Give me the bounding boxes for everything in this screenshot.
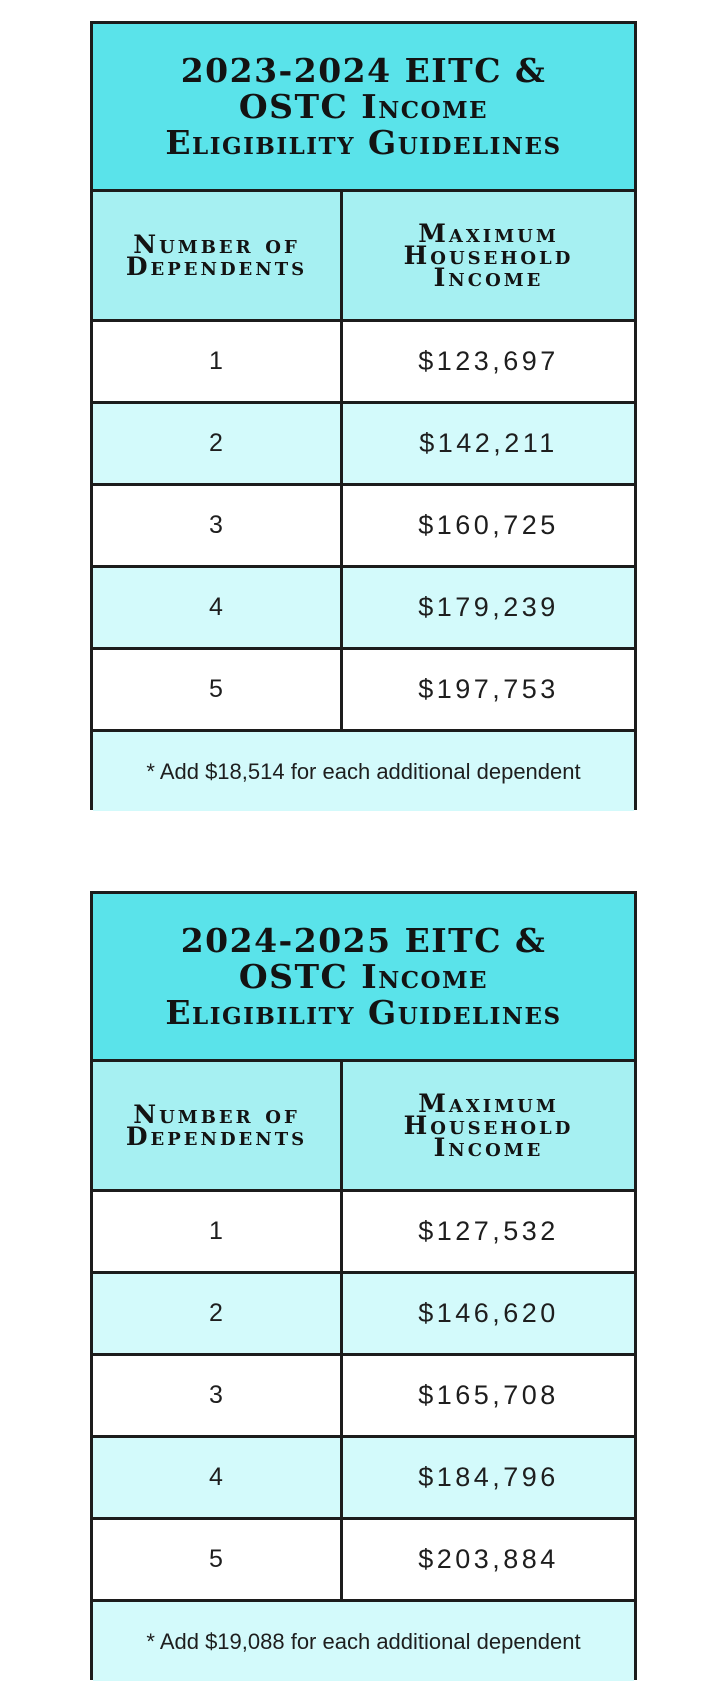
eligibility-table-2023-2024 bbox=[90, 21, 637, 810]
income-cell bbox=[343, 650, 634, 729]
dependents-cell bbox=[93, 1520, 343, 1599]
table-row bbox=[93, 1520, 634, 1602]
income-value: $127,532 bbox=[418, 1216, 559, 1246]
table-row bbox=[93, 1192, 634, 1274]
dependents-value: 5 bbox=[209, 1545, 224, 1573]
header-cell-income bbox=[343, 192, 634, 319]
income-cell bbox=[343, 568, 634, 647]
dependents-value: 5 bbox=[209, 675, 224, 703]
table-footnote: * Add $18,514 for each additional dependent bbox=[146, 758, 581, 784]
dependents-value: 2 bbox=[209, 429, 224, 457]
income-value: $165,708 bbox=[418, 1380, 559, 1410]
eligibility-table-2024-2025 bbox=[90, 891, 637, 1680]
header-cell-income bbox=[343, 1062, 634, 1189]
column-header-dependents: Number of Dependents bbox=[125, 229, 308, 281]
table-title: 2024-2025 EITC & OSTC Income Eligibility Guidelines bbox=[165, 920, 562, 1032]
income-cell bbox=[343, 1192, 634, 1271]
dependents-cell bbox=[93, 322, 343, 401]
dependents-value: 1 bbox=[209, 1217, 224, 1245]
table-row bbox=[93, 650, 634, 732]
table-title-block bbox=[93, 24, 634, 192]
income-value: $160,725 bbox=[418, 510, 559, 540]
table-row bbox=[93, 568, 634, 650]
income-cell bbox=[343, 486, 634, 565]
income-value: $123,697 bbox=[418, 346, 559, 376]
dependents-cell bbox=[93, 1438, 343, 1517]
table-row bbox=[93, 486, 634, 568]
table-row bbox=[93, 1274, 634, 1356]
table-title-block bbox=[93, 894, 634, 1062]
table-header-row bbox=[93, 1062, 634, 1192]
income-value: $142,211 bbox=[419, 428, 558, 458]
income-cell bbox=[343, 1520, 634, 1599]
dependents-cell bbox=[93, 486, 343, 565]
dependents-cell bbox=[93, 404, 343, 483]
income-cell bbox=[343, 1274, 634, 1353]
table-footnote: * Add $19,088 for each additional dependent bbox=[146, 1628, 581, 1654]
dependents-value: 4 bbox=[209, 1463, 224, 1491]
income-value: $197,753 bbox=[418, 674, 559, 704]
dependents-value: 1 bbox=[209, 347, 224, 375]
table-header-row bbox=[93, 192, 634, 322]
income-value: $203,884 bbox=[418, 1544, 559, 1574]
table-footnote-row bbox=[93, 1602, 634, 1681]
table-row bbox=[93, 1356, 634, 1438]
dependents-value: 4 bbox=[209, 593, 224, 621]
header-cell-dependents bbox=[93, 192, 343, 319]
dependents-value: 3 bbox=[209, 1381, 224, 1409]
income-value: $184,796 bbox=[418, 1462, 559, 1492]
income-cell bbox=[343, 1438, 634, 1517]
dependents-value: 3 bbox=[209, 511, 224, 539]
table-title: 2023-2024 EITC & OSTC Income Eligibility Guidelines bbox=[165, 50, 562, 162]
column-header-income: Maximum Household Income bbox=[403, 1088, 574, 1162]
income-cell bbox=[343, 404, 634, 483]
table-footnote-row bbox=[93, 732, 634, 811]
dependents-cell bbox=[93, 568, 343, 647]
dependents-cell bbox=[93, 1192, 343, 1271]
header-cell-dependents bbox=[93, 1062, 343, 1189]
table-row bbox=[93, 404, 634, 486]
column-header-dependents: Number of Dependents bbox=[125, 1099, 308, 1151]
income-cell bbox=[343, 1356, 634, 1435]
dependents-cell bbox=[93, 1356, 343, 1435]
column-header-income: Maximum Household Income bbox=[403, 218, 574, 292]
table-row bbox=[93, 322, 634, 404]
table-row bbox=[93, 1438, 634, 1520]
income-value: $146,620 bbox=[418, 1298, 559, 1328]
dependents-cell bbox=[93, 1274, 343, 1353]
dependents-value: 2 bbox=[209, 1299, 224, 1327]
income-cell bbox=[343, 322, 634, 401]
income-value: $179,239 bbox=[418, 592, 559, 622]
dependents-cell bbox=[93, 650, 343, 729]
